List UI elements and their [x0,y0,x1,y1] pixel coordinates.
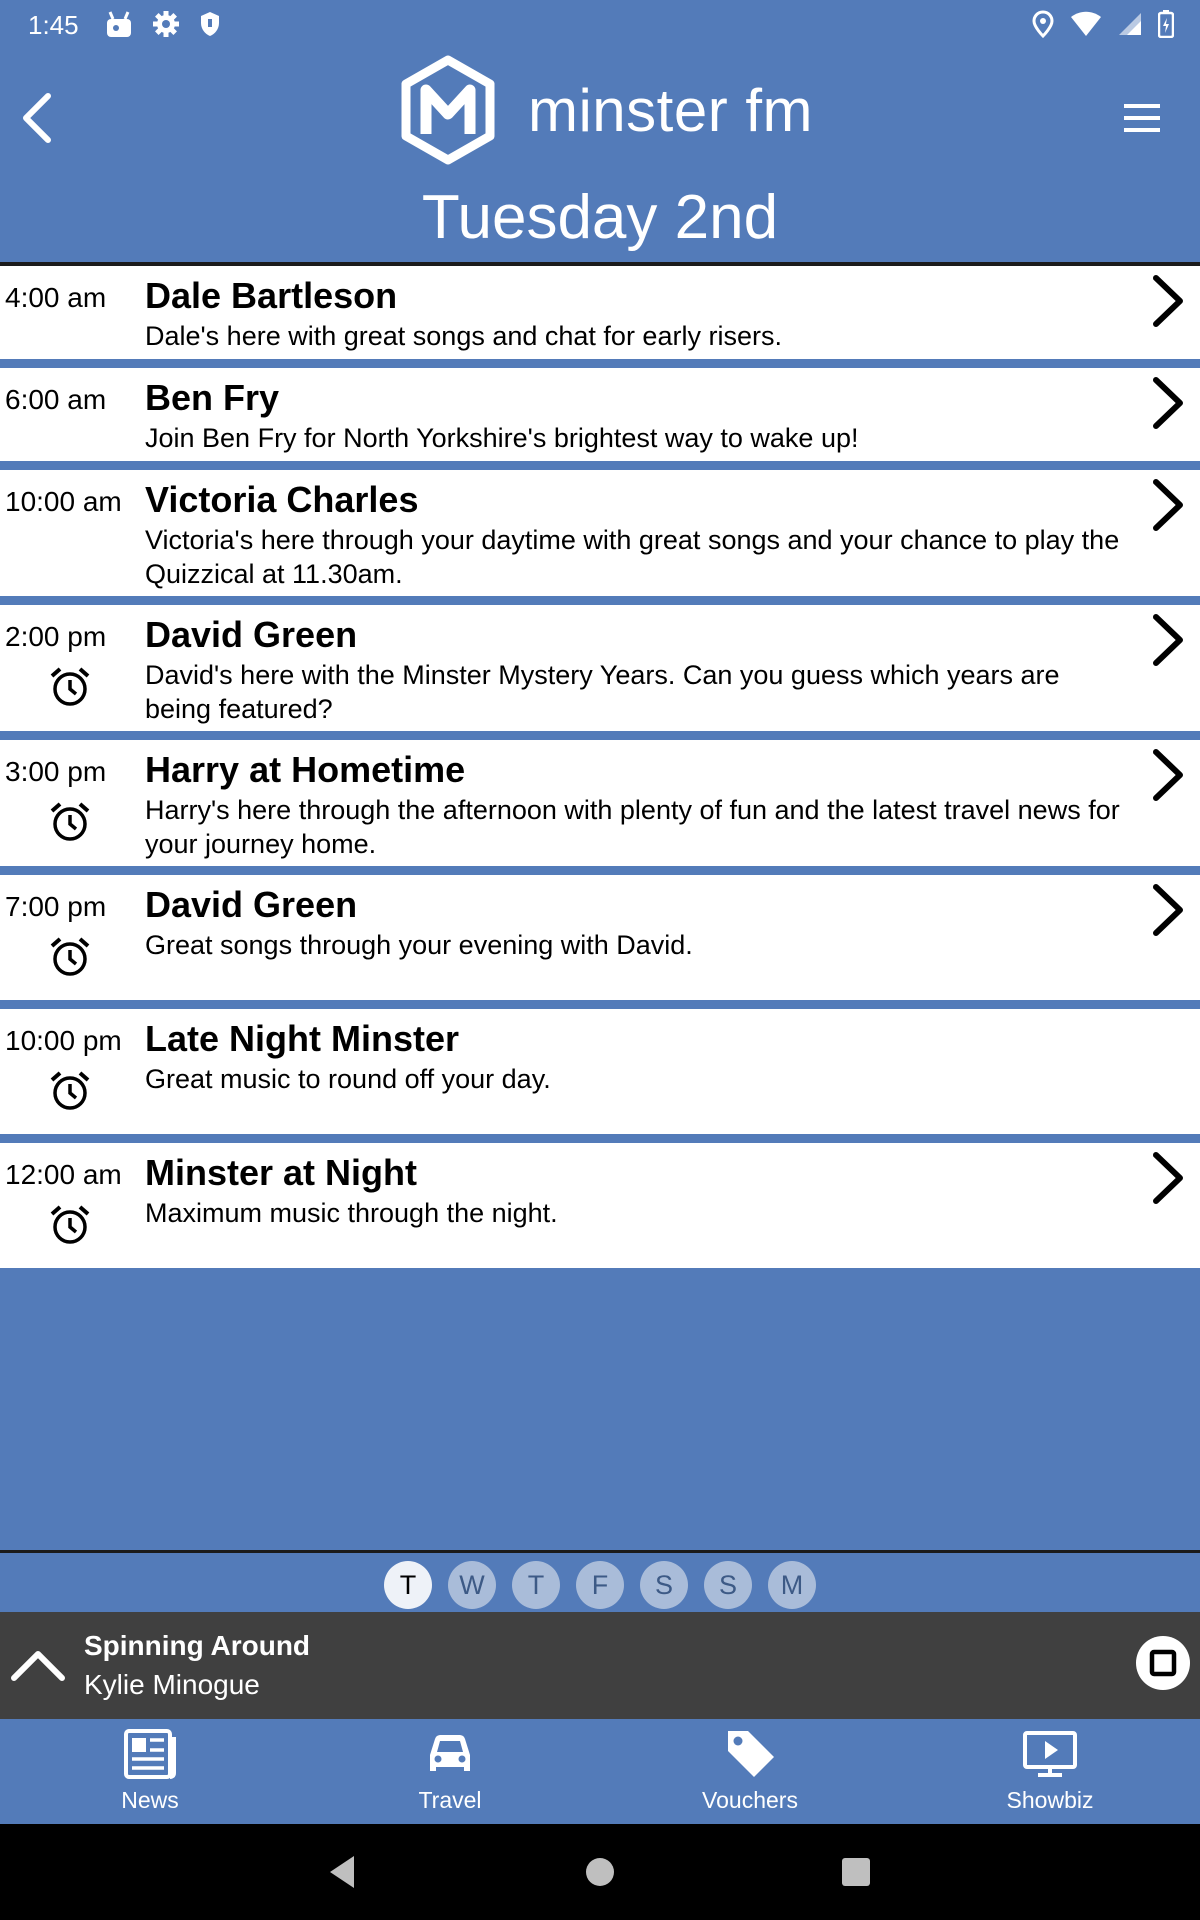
nav-recents-icon[interactable] [842,1858,870,1886]
show-time: 2:00 pm [5,621,107,652]
schedule-row[interactable] [0,1009,1200,1143]
schedule-row[interactable] [0,605,1200,740]
day-pill-friday[interactable]: F [576,1561,624,1609]
show-time: 10:00 am [5,486,122,517]
alarm-clock-icon[interactable] [48,935,92,979]
tv-icon [1022,1725,1078,1781]
show-title: David Green [145,614,358,655]
show-title: Victoria Charles [145,479,419,520]
day-selector-bar [0,1550,1200,1612]
system-nav-bar [0,1824,1200,1920]
day-pill-wednesday[interactable]: W [448,1561,496,1609]
schedule-row[interactable] [0,740,1200,875]
signal-icon [1118,12,1142,36]
show-time: 4:00 am [5,282,107,313]
tab-label: Travel [418,1787,482,1813]
day-title: Tuesday 2nd [421,183,779,252]
status-icons-right [1032,10,1174,38]
show-time: 6:00 am [5,384,107,415]
radio-notification-icon [104,10,134,40]
nav-back-icon[interactable] [326,1852,358,1892]
schedule-row[interactable] [0,368,1200,470]
show-title: David Green [145,884,358,925]
app-header [0,50,1200,262]
show-time: 12:00 am [5,1159,122,1190]
show-description: David's here with the Minster Mystery Years. Can you guess which years are being featured? [145,660,1060,724]
chevron-up-icon[interactable] [8,1638,68,1690]
location-icon [1032,10,1054,38]
chevron-right-icon[interactable] [1142,372,1192,434]
tab-travel[interactable] [300,1719,600,1824]
tab-news[interactable] [0,1719,300,1824]
day-selector [384,1561,816,1609]
schedule-row[interactable] [0,1143,1200,1277]
track-artist: Kylie Minogue [84,1669,260,1700]
alarm-clock-icon[interactable] [48,1069,92,1113]
show-time: 3:00 pm [5,756,107,787]
station-logo [396,54,813,166]
track-title: Spinning Around [84,1630,311,1661]
status-bar [0,0,1200,50]
chevron-right-icon[interactable] [1142,879,1192,941]
chevron-right-icon[interactable] [1142,609,1192,671]
chevron-right-icon[interactable] [1142,744,1192,806]
show-title: Ben Fry [145,377,280,418]
show-description: Harry's here through the afternoon with plenty of fun and the latest travel news for your journey home. [145,795,1120,859]
day-pill-monday[interactable]: M [768,1561,816,1609]
battery-icon [1158,10,1174,38]
show-title: Harry at Hometime [145,749,466,790]
day-pill-tuesday[interactable]: T [384,1561,432,1609]
news-icon [122,1725,178,1781]
alarm-clock-icon[interactable] [48,665,92,709]
schedule-list [0,262,1200,1277]
status-icons-left [104,10,222,40]
shield-icon [198,10,222,38]
tab-label: Showbiz [1006,1787,1094,1813]
show-time: 10:00 pm [5,1025,122,1056]
show-description: Great music to round off your day. [145,1064,551,1094]
schedule-row[interactable] [0,470,1200,605]
day-pill-thursday[interactable]: T [512,1561,560,1609]
status-time: 1:45 [28,10,79,40]
day-pill-saturday[interactable]: S [640,1561,688,1609]
show-title: Late Night Minster [145,1018,460,1059]
stop-icon[interactable] [1134,1634,1192,1692]
schedule-row[interactable] [0,262,1200,368]
now-playing-bar[interactable] [0,1612,1200,1719]
day-pill-sunday[interactable]: S [704,1561,752,1609]
hamburger-menu-icon [1114,90,1170,146]
chevron-left-icon [10,78,70,158]
menu-button[interactable] [1114,90,1170,146]
tab-vouchers[interactable] [600,1719,900,1824]
tab-showbiz[interactable] [900,1719,1200,1824]
settings-icon [152,10,180,38]
show-description: Join Ben Fry for North Yorkshire's brightest way to wake up! [145,423,859,453]
tag-icon [722,1725,778,1781]
alarm-clock-icon[interactable] [48,1203,92,1247]
schedule-row[interactable] [0,875,1200,1009]
show-description: Victoria's here through your daytime with great songs and your chance to play the Quizzical at 11.30am. [145,525,1120,589]
chevron-right-icon[interactable] [1142,1147,1192,1209]
alarm-clock-icon[interactable] [48,800,92,844]
chevron-right-icon[interactable] [1142,270,1192,332]
back-button[interactable] [10,78,70,158]
tab-label: Vouchers [702,1787,798,1813]
show-description: Great songs through your evening with David. [145,930,693,960]
minster-logo-icon [396,54,500,166]
bottom-tab-bar [0,1719,1200,1824]
car-icon [422,1725,478,1781]
show-title: Minster at Night [145,1152,418,1193]
show-time: 7:00 pm [5,891,107,922]
tab-label: News [121,1787,179,1813]
logo-text: minster fm [528,76,814,144]
chevron-right-icon[interactable] [1142,474,1192,536]
show-description: Maximum music through the night. [145,1198,558,1228]
show-title: Dale Bartleson [145,275,398,316]
show-description: Dale's here with great songs and chat for early risers. [145,321,782,351]
wifi-icon [1070,11,1102,37]
nav-home-icon[interactable] [586,1858,614,1886]
